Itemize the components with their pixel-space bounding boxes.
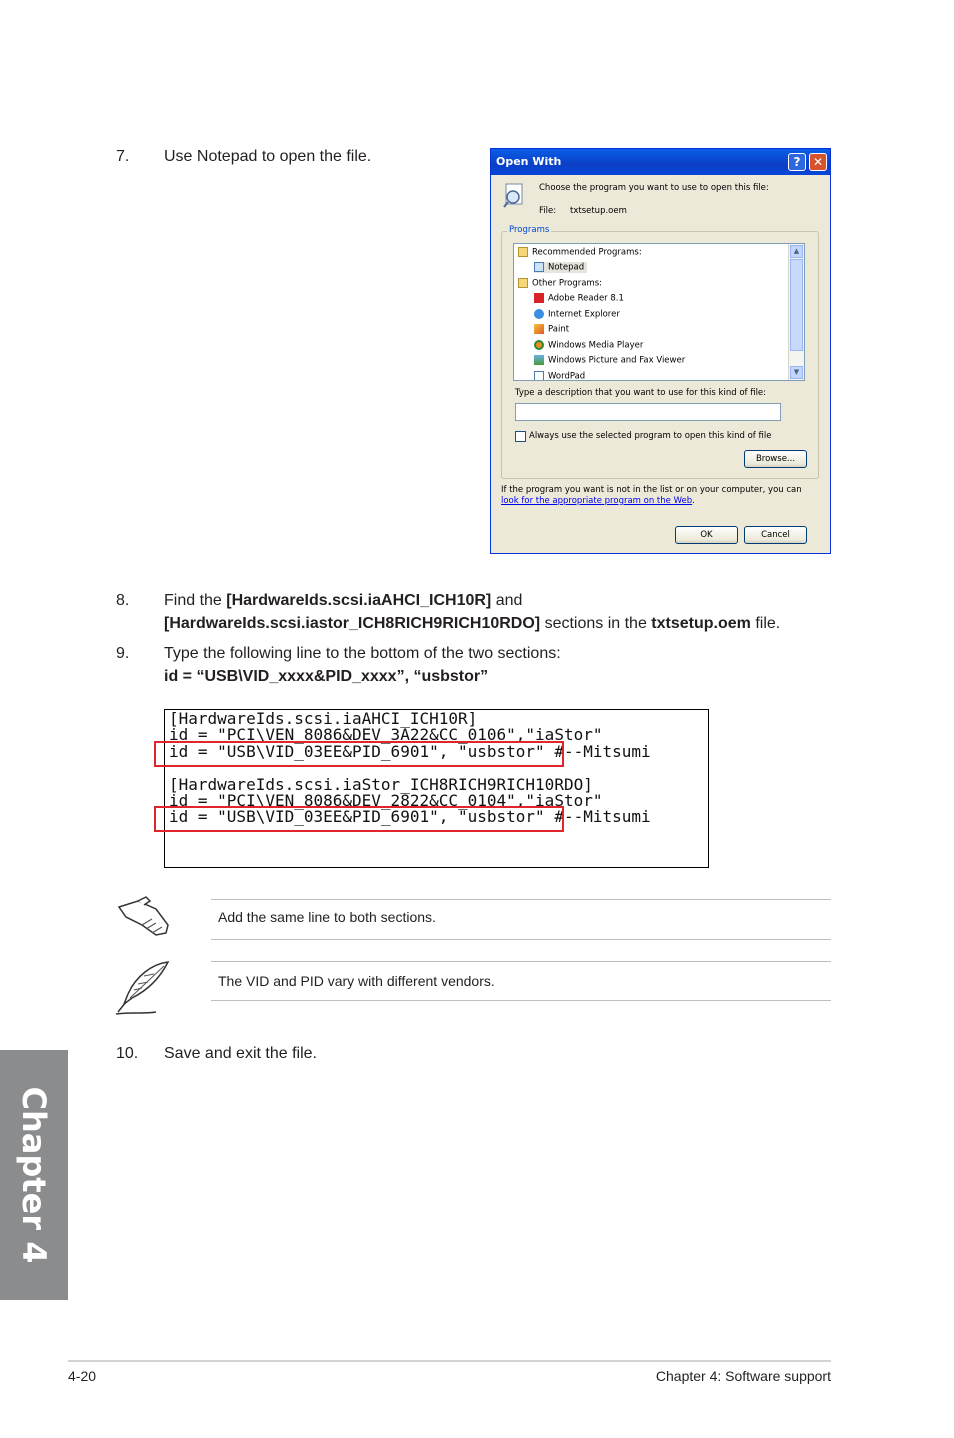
code-line: [HardwareIds.scsi.iaAHCI_ICH10R] <box>169 709 478 728</box>
list-item-adobe-reader[interactable] <box>534 293 624 304</box>
list-item-label: Adobe Reader 8.1 <box>548 293 624 304</box>
step-10-text: Save and exit the file. <box>164 1045 317 1062</box>
step-8-text <box>164 589 780 635</box>
footer-text: If the program you want is not in the list or on your computer, you can <box>501 485 802 495</box>
dialog-prompt: Choose the program you want to use to open this file: <box>539 183 769 193</box>
description-label: Type a description that you want to use for this kind of file: <box>515 388 767 398</box>
note-text-2: The VID and PID vary with different vendors. <box>218 973 495 989</box>
folder-icon <box>518 278 528 288</box>
step-8-part: Find the <box>164 592 227 609</box>
step-8-part: and <box>491 592 523 609</box>
list-item-paint[interactable] <box>534 324 569 335</box>
always-use-checkbox[interactable] <box>515 431 526 442</box>
list-item-label: Windows Media Player <box>548 340 644 351</box>
step-8-part: file. <box>750 615 781 632</box>
notepad-icon <box>534 262 544 272</box>
note-divider <box>211 899 831 900</box>
dialog-titlebar <box>491 149 830 175</box>
step-9-text <box>164 642 561 688</box>
paint-icon <box>534 324 544 334</box>
section-name-iastor: [HardwareIds.scsi.iastor_ICH8RICH9RICH10RDO] <box>164 615 541 632</box>
list-item-label: WordPad <box>548 371 586 381</box>
list-item-notepad[interactable] <box>534 262 587 273</box>
step-9-number: 9. <box>116 645 130 662</box>
chapter-tab <box>0 1050 68 1300</box>
note-divider <box>211 1000 831 1001</box>
section-name-ahci: [HardwareIds.scsi.iaAHCI_ICH10R] <box>226 592 492 609</box>
internet-explorer-icon <box>534 309 544 319</box>
scroll-up-arrow-icon[interactable]: ▲ <box>790 245 803 258</box>
code-line: id = "USB\VID_03EE&PID_6901", "usbstor" #--Mitsumi <box>169 742 651 761</box>
code-line: id = "PCI\VEN_8086&DEV_3A22&CC_0106","iaStor" <box>169 725 603 744</box>
programs-list[interactable] <box>513 243 805 381</box>
other-label: Other Programs: <box>532 278 602 289</box>
note-divider <box>211 961 831 962</box>
dialog-footer-text <box>501 485 819 507</box>
open-with-dialog <box>490 148 831 554</box>
list-item-wordpad[interactable] <box>534 371 585 381</box>
page-number: 4-20 <box>68 1368 97 1384</box>
adobe-reader-icon <box>534 293 544 303</box>
footer-divider <box>68 1360 831 1362</box>
footer-section-title: Chapter 4: Software support <box>655 1368 831 1384</box>
list-item-windows-media-player[interactable] <box>534 340 643 351</box>
always-use-label: Always use the selected program to open this kind of file <box>529 431 772 441</box>
list-item-picture-fax-viewer[interactable] <box>534 355 685 366</box>
code-line: [HardwareIds.scsi.iaStor_ICH8RICH9RICH10RDO] <box>169 775 593 794</box>
media-player-icon <box>534 340 544 350</box>
step-9-instruction: Type the following line to the bottom of the two sections: <box>164 645 561 662</box>
folder-icon <box>518 247 528 257</box>
cancel-button[interactable]: Cancel <box>744 526 807 544</box>
chapter-label: Chapter 4 <box>15 1086 53 1264</box>
file-search-icon <box>503 183 527 209</box>
file-name: txtsetup.oem <box>570 206 627 216</box>
note-text-1: Add the same line to both sections. <box>218 909 436 925</box>
list-item-internet-explorer[interactable] <box>534 309 620 320</box>
browse-button[interactable]: Browse... <box>744 450 807 468</box>
list-item-label: Internet Explorer <box>548 309 620 320</box>
code-screenshot <box>164 709 709 868</box>
code-line: id = "PCI\VEN_8086&DEV_2822&CC_0104","iaStor" <box>169 791 603 810</box>
recommended-label: Recommended Programs: <box>532 247 642 258</box>
step-9-code-line: id = “USB\VID_xxxx&PID_xxxx”, “usbstor” <box>164 668 489 685</box>
step-8-part: sections in the <box>540 615 652 632</box>
list-item-label: Notepad <box>548 262 585 273</box>
highlight-box <box>154 741 564 767</box>
wordpad-icon <box>534 371 544 381</box>
recommended-header <box>518 247 642 258</box>
list-item-label: Paint <box>548 324 570 335</box>
scroll-thumb[interactable] <box>790 259 803 351</box>
dialog-title: Open With <box>496 155 562 168</box>
file-label: File: <box>539 206 557 216</box>
other-header <box>518 278 602 289</box>
picture-viewer-icon <box>534 355 544 365</box>
feather-pen-icon <box>114 960 172 1016</box>
step-7-text: Use Notepad to open the file. <box>164 148 372 165</box>
scroll-down-arrow-icon[interactable]: ▼ <box>790 366 803 379</box>
step-8-number: 8. <box>116 592 130 609</box>
step-7-number: 7. <box>116 148 130 165</box>
list-item-label: Windows Picture and Fax Viewer <box>548 355 686 366</box>
highlight-box <box>154 806 564 832</box>
description-input[interactable] <box>515 403 781 421</box>
footer-end: . <box>692 496 695 506</box>
step-10-number: 10. <box>116 1045 139 1062</box>
web-search-link[interactable]: look for the appropriate program on the Web <box>501 496 693 506</box>
code-line: id = "USB\VID_03EE&PID_6901", "usbstor" #--Mitsumi <box>169 807 651 826</box>
help-button[interactable]: ? <box>788 153 806 171</box>
hand-icon <box>116 895 172 939</box>
list-scrollbar[interactable] <box>788 244 804 380</box>
programs-label: Programs <box>509 225 550 235</box>
ok-button[interactable]: OK <box>675 526 738 544</box>
close-button[interactable]: ✕ <box>809 153 827 171</box>
note-divider <box>211 939 831 940</box>
file-name-bold: txtsetup.oem <box>651 615 751 632</box>
